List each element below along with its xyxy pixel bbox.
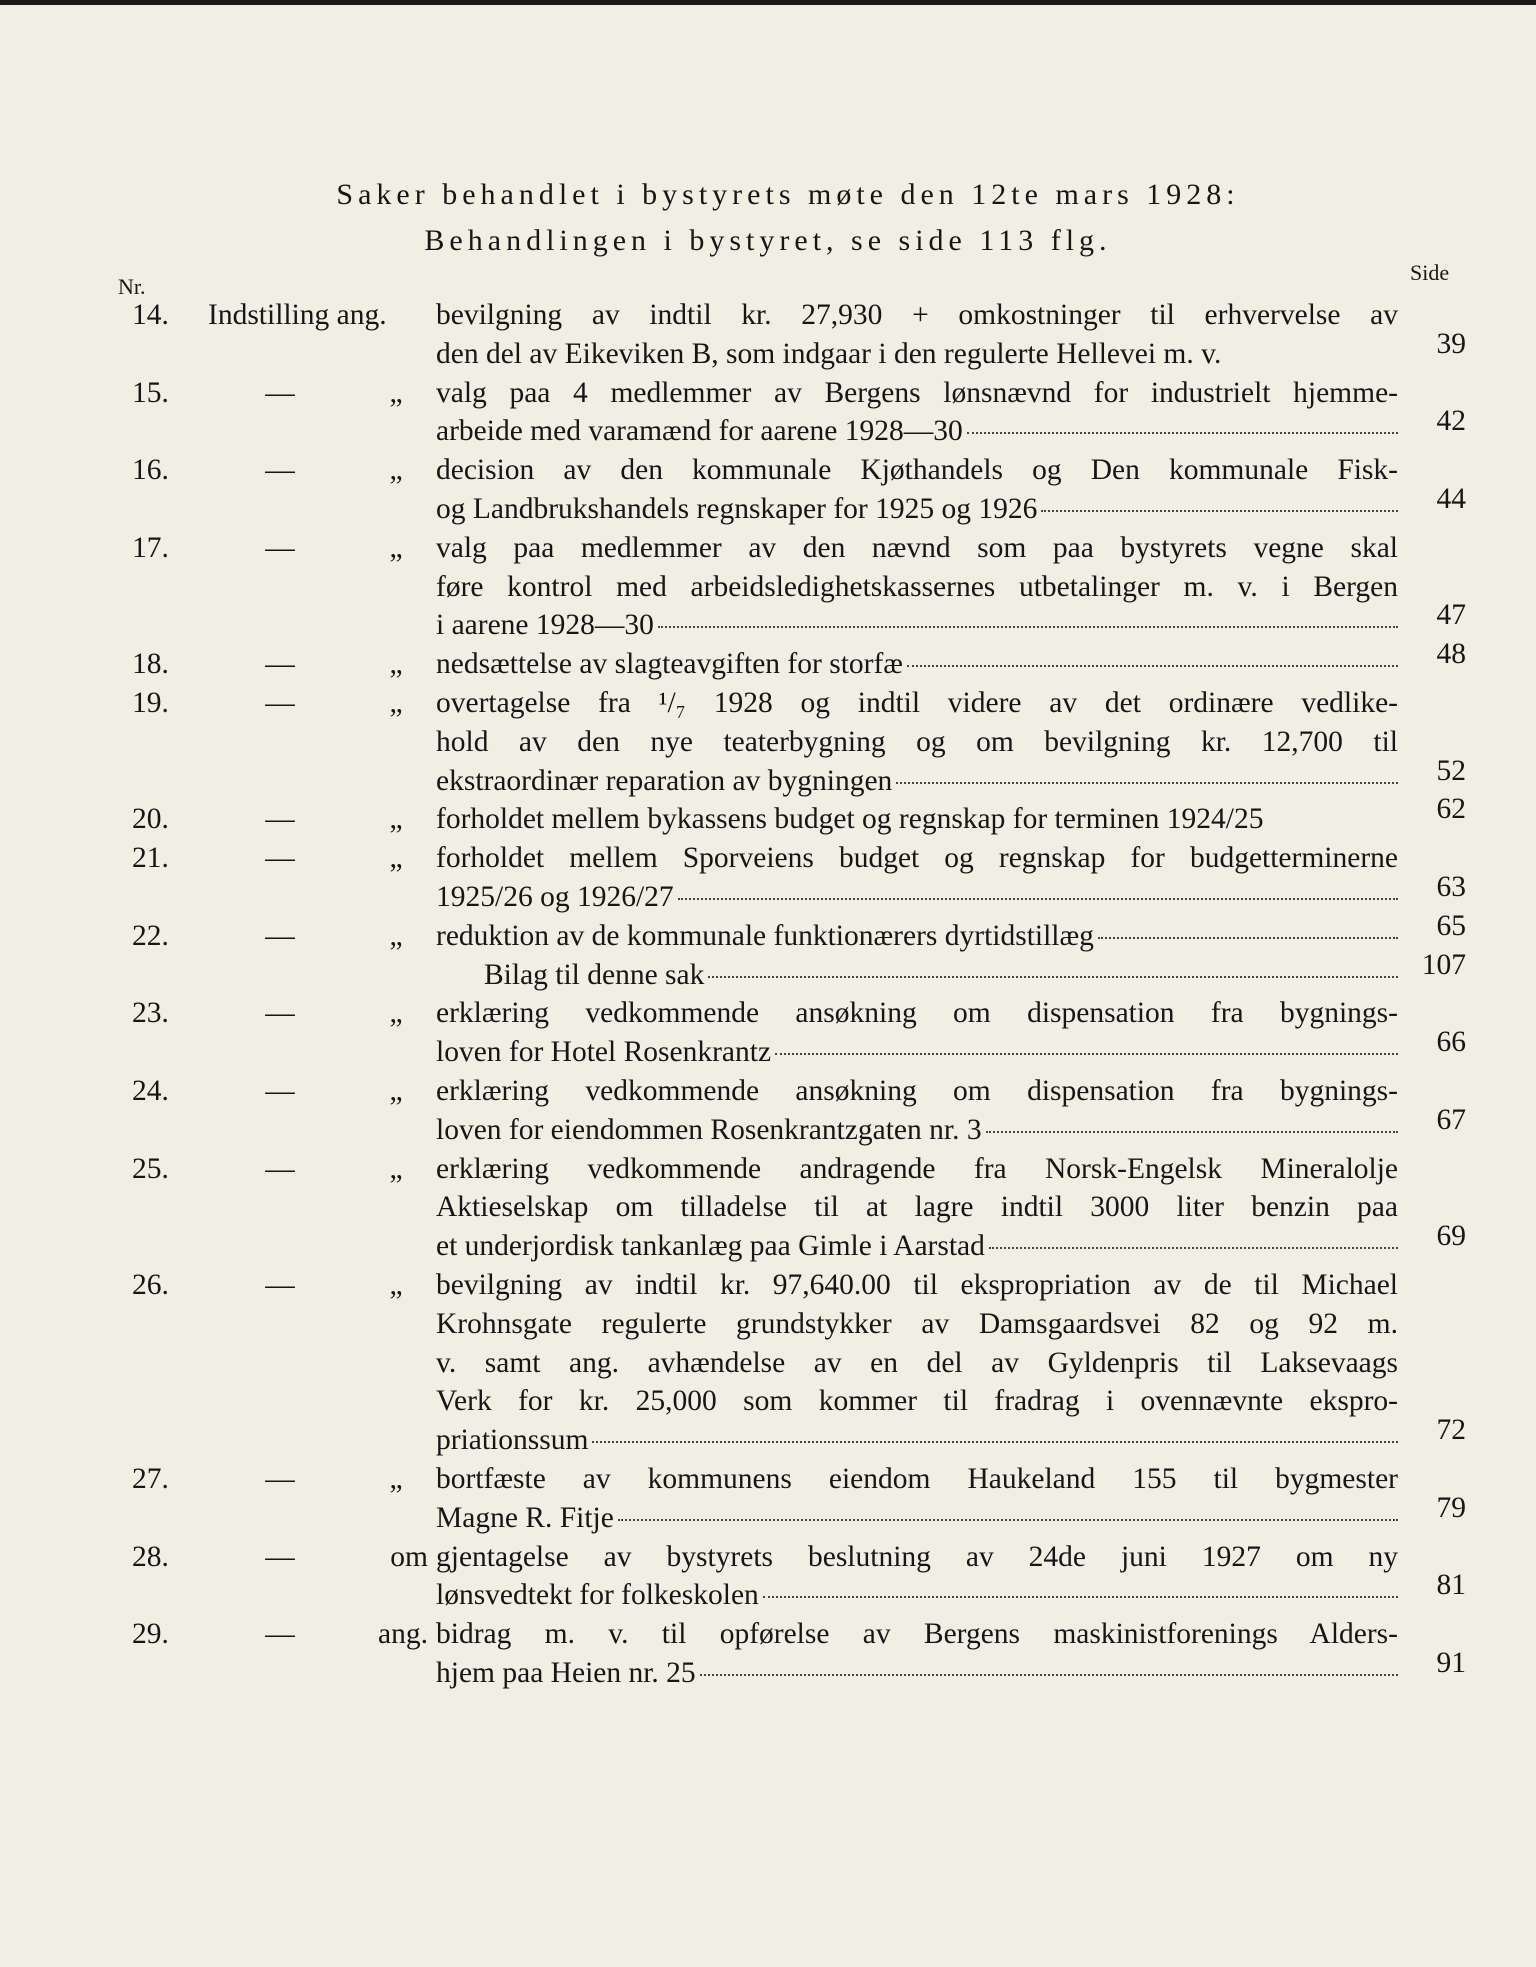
entry-line — [0, 870, 1536, 917]
page-number: 65 — [1436, 909, 1466, 942]
entry-text-line: Magne R. Fitje — [436, 1501, 614, 1534]
entry-text-line: arbeide med varamænd for aarene 1928—30 — [436, 415, 963, 448]
entry-line — [0, 1188, 1536, 1227]
dot-leader — [700, 1674, 1398, 1676]
entry-text-line: lønsvedtekt for folkeskolen — [436, 1579, 759, 1612]
entry-line — [0, 1414, 1536, 1460]
entry-text: v. samt ang. avhændelse av en del av Gyldenpris til Laksevaags — [436, 1346, 1398, 1379]
ditto-dash: — — [265, 454, 295, 487]
list-item — [0, 296, 1536, 374]
entry-line — [0, 451, 1536, 490]
page-number: 91 — [1436, 1646, 1466, 1679]
ditto-mark: „ — [389, 531, 403, 564]
entry-text: forholdet mellem Sporveiens budget og regnskap for budgetterminerne — [436, 842, 1398, 875]
entry-text: bevilgning av indtil kr. 27,930 + omkostninger til erhvervelse av — [436, 299, 1398, 331]
entry-text — [484, 956, 1398, 995]
entry-text-line: reduktion av de kommunale funktionærers dyrtidstillæg — [436, 919, 1094, 952]
entry-number: 21. — [132, 842, 169, 875]
page-number: 39 — [1436, 327, 1466, 360]
entry-text — [436, 1421, 1398, 1460]
page-number: 47 — [1436, 599, 1466, 632]
entry-text-line: i aarene 1928—30 — [436, 609, 654, 642]
entry-text — [436, 490, 1398, 529]
entry-line — [0, 793, 1536, 839]
page-number: 66 — [1436, 1026, 1466, 1059]
entry-number: 27. — [132, 1462, 169, 1495]
page-number: 67 — [1436, 1103, 1466, 1136]
entry-text — [436, 1499, 1398, 1538]
entry-line — [0, 296, 1536, 335]
page-number: 63 — [1436, 870, 1466, 903]
dot-leader — [989, 1247, 1398, 1249]
entry-text: Krohnsgate regulerte grundstykker av Damsgaardsvei 82 og 92 m. — [436, 1307, 1398, 1340]
entry-text — [436, 762, 1398, 801]
ditto-dash: — — [265, 842, 295, 875]
list-item — [0, 374, 1536, 452]
dot-leader — [763, 1596, 1398, 1598]
entry-text: decision av den kommunale Kjøthandels og Den kommunale Fisk- — [436, 454, 1398, 487]
list-item — [0, 839, 1536, 917]
ditto-mark: „ — [389, 842, 403, 875]
entry-text — [436, 335, 1398, 374]
page-number: 52 — [1436, 754, 1466, 787]
list-item — [0, 638, 1536, 684]
entry-line — [0, 638, 1536, 684]
entry-number: 19. — [132, 686, 169, 719]
dot-leader — [1041, 510, 1398, 512]
page-number: 81 — [1436, 1569, 1466, 1602]
entry-text-line: et underjordisk tankanlæg paa Gimle i Aarstad — [436, 1230, 985, 1263]
entry-line — [0, 1615, 1536, 1654]
page-number: 107 — [1421, 948, 1466, 981]
entry-line — [0, 1150, 1536, 1189]
entry-line — [0, 1026, 1536, 1072]
entry-line — [0, 599, 1536, 645]
entry-line — [0, 994, 1536, 1033]
entry-text — [436, 878, 1398, 917]
entry-text — [436, 412, 1398, 451]
entry-number: 28. — [132, 1540, 169, 1573]
entry-list — [0, 296, 1536, 1693]
dot-leader — [967, 432, 1398, 434]
list-item — [0, 1538, 1536, 1616]
entry-text: bidrag m. v. til opførelse av Bergens maskinistforenings Alders- — [436, 1618, 1398, 1651]
list-item — [0, 1150, 1536, 1266]
entry-line — [0, 684, 1536, 723]
entry-text-line: loven for eiendommen Rosenkrantzgaten nr. 3 — [436, 1113, 982, 1146]
entry-line — [0, 1305, 1536, 1344]
entry-line — [0, 1646, 1536, 1693]
entry-line — [0, 839, 1536, 878]
entry-line — [0, 1569, 1536, 1615]
ditto-dash: — — [265, 1462, 295, 1495]
list-item — [0, 529, 1536, 645]
entry-text-line: loven for Hotel Rosenkrantz — [436, 1036, 772, 1069]
page-number: 62 — [1436, 793, 1466, 826]
ditto-mark: „ — [389, 648, 403, 681]
ditto-dash: — — [265, 803, 295, 836]
entry-text — [436, 1111, 1398, 1150]
entry-line — [0, 1491, 1536, 1538]
entry-text — [436, 645, 1398, 684]
entry-text — [436, 800, 1398, 839]
entry-text: Aktieselskap om tilladelse til at lagre indtil 3000 liter benzin paa — [436, 1191, 1398, 1224]
page-number: 69 — [1436, 1220, 1466, 1253]
dot-leader — [1098, 937, 1398, 939]
entry-text — [436, 917, 1398, 956]
entry-text: bortfæste av kommunens eiendom Haukeland 155 til bygmester — [436, 1462, 1398, 1495]
column-header-side: Side — [1410, 260, 1450, 285]
entry-number: 15. — [132, 376, 169, 409]
dot-leader — [708, 976, 1398, 978]
ditto-mark: „ — [389, 686, 403, 719]
dot-leader — [896, 782, 1398, 784]
ditto-dash: — — [265, 1074, 295, 1107]
ditto-dash: — — [265, 1618, 295, 1651]
ditto-dash: — — [265, 531, 295, 564]
page-number: 44 — [1436, 482, 1466, 515]
entry-text: gjentagelse av bystyrets beslutning av 24de juni 1927 om ny — [436, 1540, 1398, 1573]
page-title: Saker behandlet i bystyrets møte den 12te mars 1928: — [336, 178, 1240, 211]
entry-line — [0, 1072, 1536, 1111]
entry-line — [0, 1266, 1536, 1305]
entry-text-line: Bilag til denne sak — [484, 958, 705, 991]
list-item — [0, 451, 1536, 529]
list-item — [0, 1266, 1536, 1460]
ditto-dash: — — [265, 1540, 295, 1573]
entry-number: 17. — [132, 531, 169, 564]
entry-text — [436, 1654, 1398, 1693]
list-item — [0, 994, 1536, 1072]
entry-text — [436, 1576, 1398, 1615]
ditto-mark: „ — [389, 919, 403, 952]
entry-text — [436, 1227, 1398, 1266]
entry-line — [0, 1220, 1536, 1266]
entry-line — [0, 948, 1536, 995]
list-item — [0, 684, 1536, 800]
entry-text: valg paa medlemmer av den nævnd som paa bystyrets vegne skal — [436, 531, 1398, 564]
entry-line — [0, 909, 1536, 956]
entry-line — [0, 1382, 1536, 1421]
page-subtitle: Behandlingen i bystyret, se side 113 flg. — [424, 224, 1112, 257]
page-number: 48 — [1436, 638, 1466, 671]
list-item — [0, 793, 1536, 839]
entry-text-line: ekstraordinær reparation av bygningen — [436, 764, 893, 797]
ditto-dash: — — [265, 686, 295, 719]
dot-leader — [678, 898, 1398, 900]
entry-text-line: priationssum — [436, 1424, 589, 1457]
entry-text-line: den del av Eikeviken B, som indgaar i den regulerte Hellevei m. v. — [436, 337, 1222, 370]
entry-number: 22. — [132, 919, 169, 952]
ditto-mark: „ — [389, 1268, 403, 1301]
entry-line — [0, 1460, 1536, 1499]
entry-line — [0, 374, 1536, 413]
entry-line — [0, 482, 1536, 529]
entry-text: Verk for kr. 25,000 som kommer til fradrag i ovennævnte ekspro- — [436, 1385, 1398, 1418]
ditto-dash: — — [265, 1152, 295, 1185]
entry-number: 14. — [132, 299, 169, 331]
page-number: 79 — [1436, 1491, 1466, 1524]
dot-leader — [986, 1131, 1398, 1133]
page-number: 72 — [1436, 1414, 1466, 1447]
entry-number: 24. — [132, 1074, 169, 1107]
list-item — [0, 909, 1536, 956]
entry-text: bevilgning av indtil kr. 97,640.00 til ekspropriation av de til Michael — [436, 1268, 1398, 1301]
page-number: 42 — [1436, 405, 1466, 438]
ditto-mark: „ — [389, 454, 403, 487]
entry-number: 16. — [132, 454, 169, 487]
entry-text-line: hjem paa Heien nr. 25 — [436, 1656, 696, 1689]
entry-line — [0, 405, 1536, 451]
entry-line — [0, 529, 1536, 568]
ditto-mark: „ — [389, 376, 403, 409]
entry-text: føre kontrol med arbeidsledighetskassernes utbetalinger m. v. i Bergen — [436, 570, 1398, 603]
entry-text: erklæring vedkommende andragende fra Norsk-Engelsk Mineralolje — [436, 1152, 1398, 1185]
ditto-mark: „ — [389, 1152, 403, 1185]
entry-number: 18. — [132, 648, 169, 681]
ditto-dash: — — [265, 376, 295, 409]
dot-leader — [618, 1519, 1398, 1521]
ditto-dash: — — [265, 997, 295, 1030]
dot-leader — [658, 626, 1398, 628]
entry-text-line: 1925/26 og 1926/27 — [436, 880, 674, 913]
ditto-dash: — — [265, 1268, 295, 1301]
entry-number: 20. — [132, 803, 169, 836]
dot-leader — [775, 1053, 1398, 1055]
entry-number: 23. — [132, 997, 169, 1030]
entry-text-line: og Landbrukshandels regnskaper for 1925 og 1926 — [436, 492, 1038, 525]
entry-text — [436, 606, 1398, 645]
entry-line — [0, 754, 1536, 801]
entry-text: valg paa 4 medlemmer av Bergens lønsnævnd for industrielt hjemme- — [436, 376, 1398, 409]
entry-line — [0, 568, 1536, 607]
dot-leader — [592, 1441, 1398, 1443]
dot-leader — [907, 665, 1398, 667]
entry-text-line: forholdet mellem bykassens budget og regnskap for terminen 1924/25 — [436, 803, 1264, 836]
list-item — [0, 1072, 1536, 1150]
entry-text: erklæring vedkommende ansøkning om dispensation fra bygnings- — [436, 997, 1398, 1030]
entry-text: overtagelse fra ¹/₇ 1928 og indtil videre av det ordinære vedlike- — [436, 686, 1398, 719]
list-item — [0, 1615, 1536, 1693]
entry-number: 25. — [132, 1152, 169, 1185]
ditto-mark: „ — [389, 803, 403, 836]
entry-line — [0, 1538, 1536, 1577]
entry-text: hold av den nye teaterbygning og om bevilgning kr. 12,700 til — [436, 725, 1398, 758]
entry-number: 29. — [132, 1618, 169, 1651]
entry-text — [436, 1033, 1398, 1072]
ditto-mark: „ — [389, 1462, 403, 1495]
ditto-dash: — — [265, 919, 295, 952]
list-item — [0, 948, 1536, 995]
entry-prefix: om — [390, 1540, 428, 1573]
ditto-mark: „ — [389, 1074, 403, 1107]
entry-text-line: nedsættelse av slagteavgiften for storfæ — [436, 648, 903, 681]
list-item — [0, 1460, 1536, 1538]
ditto-mark: „ — [389, 997, 403, 1030]
ditto-dash: — — [265, 648, 295, 681]
entry-line — [0, 327, 1536, 374]
entry-line — [0, 723, 1536, 762]
entry-line — [0, 1344, 1536, 1383]
column-header-nr: Nr. — [118, 274, 146, 299]
entry-text: erklæring vedkommende ansøkning om dispensation fra bygnings- — [436, 1074, 1398, 1107]
entry-prefix: ang. — [378, 1618, 428, 1651]
entry-line — [0, 1103, 1536, 1150]
entry-number: 26. — [132, 1268, 169, 1301]
entry-intro: Indstilling ang. — [208, 299, 387, 331]
